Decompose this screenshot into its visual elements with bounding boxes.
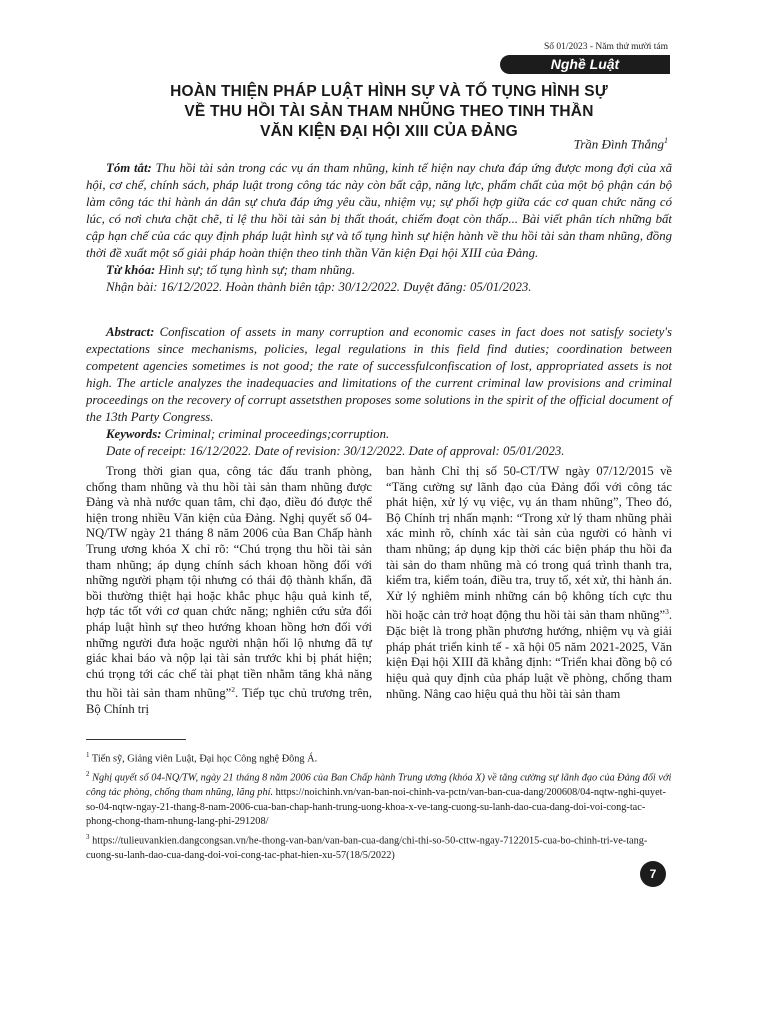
footnote-number: 3 <box>86 832 90 841</box>
footnote-number: 2 <box>86 770 90 779</box>
body-text: ban hành Chỉ thị số 50-CT/TW ngày 07/12/2015 về “Tăng cường sự lãnh đạo của Đảng đối với công tác phát hiện, xử lý vụ việc, vụ án tham nhũng”, Theo đó, Bộ Chính trị nhấn mạnh: “Trong xử lý tham nhũng phải xác minh rõ, chính xác tài sản của người có hành vi tham nhũng; áp dụng kịp thời các biện pháp thu hồi đa tài sản do tham nhũng mà có trong quá trình thanh tra, kiểm tra, kiểm toán, điều tra, truy tố, xét xử, thi hành án. Xử lý nghiêm minh những cán bộ không tích cực thu hồi hoặc cản trở hoạt động thu hồi tài sản tham nhũng” <box>386 464 672 623</box>
author-name: Trần Đình Thắng <box>573 136 664 152</box>
title-line: HOÀN THIỆN PHÁP LUẬT HÌNH SỰ VÀ TỐ TỤNG HÌNH SỰ <box>170 83 608 100</box>
footnote-number: 1 <box>86 751 90 759</box>
abstract-en-label: Abstract: <box>106 325 155 339</box>
footnote-divider <box>86 739 186 740</box>
abstract-english <box>86 324 672 460</box>
abstract-vietnamese <box>86 160 672 296</box>
title-line: VỀ THU HỒI TÀI SẢN THAM NHŨNG THEO TINH THẦN <box>184 103 594 120</box>
abstract-en-text: Confiscation of assets in many corruption and economic cases in fact does not satisfy society's expectations since mechanisms, policies, legal regulations in this field find duties; coordination between competent agencies sometimes is not good; the rate of successfulconfiscation of lost, appropriated assets is not high. The article analyzes the inadequacies and limitations of the current criminal law provisions and criminal proceedings on the recovery of corrupt assetsthen proposes some solutions in the spirit of the official document of the 13th Party Congress. <box>86 325 672 424</box>
author-footnote-ref: 1 <box>664 136 668 145</box>
footnote-ref: 3 <box>665 607 669 617</box>
abstract-vi-paragraph <box>86 160 672 262</box>
abstract-vi-label: Tóm tắt: <box>106 161 152 175</box>
body-paragraph <box>386 464 672 702</box>
body-column-left <box>86 464 372 718</box>
abstract-vi-text: Thu hồi tài sản trong các vụ án tham nhũng, kinh tế hiện nay chưa đáp ứng được mong đợi của xã hội, cơ chế, chính sách, pháp luật trong công tác này còn bất cập, năng lực, phẩm chất của một bộ phận cán bộ làm công tác thi hành án dân sự chưa đáp ứng yêu cầu, nhiệm vụ; sự phối hợp giữa các cơ quan chức năng có lúc, có nơi chưa chặt chẽ, tỉ lệ thu hồi tài sản bị thất thoát, chiếm đoạt còn thấp... Bài viết phân tích những bất cập hạn chế của các quy định pháp luật hình sự và tố tụng hình sự hiện hành về thu hồi tài sản tham nhũng, đồng thời đề xuất một số giải pháp hoàn thiện theo tinh thần Văn kiện Đại hội XIII của Đảng. <box>86 161 672 260</box>
footnote-1 <box>86 748 672 767</box>
keywords-en-text: Criminal; criminal proceedings;corruption. <box>161 427 390 441</box>
keywords-vi <box>86 262 672 279</box>
keywords-vi-label: Từ khóa: <box>106 263 156 277</box>
keywords-en <box>86 426 672 443</box>
footnote-citation: Nghị quyết số 04-NQ/TW, ngày 21 tháng 8 năm 2006 của Ban Chấp hành Trung ương (khóa X) về tăng cường sự lãnh đạo của Đảng đối với công tác phòng, chống tham nhũng, lãng phí. <box>86 772 672 799</box>
body-column-right <box>386 464 672 702</box>
issue-info: Số 01/2023 - Năm thứ mười tám <box>543 42 668 52</box>
footnotes <box>86 748 672 863</box>
journal-brand-logo: Nghề Luật <box>500 55 670 74</box>
title-line: VĂN KIỆN ĐẠI HỘI XIII CỦA ĐẢNG <box>260 123 518 140</box>
dates-vi: Nhận bài: 16/12/2022. Hoàn thành biên tập: 30/12/2022. Duyệt đăng: 05/01/2023. <box>106 280 532 294</box>
author <box>574 136 668 152</box>
page-number: 7 <box>640 861 666 887</box>
article-title <box>100 82 678 142</box>
body-text: . Đặc biệt là trong phần phương hướng, nhiệm vụ và giải pháp phát triển kinh tế - xã hội 05 năm 2021-2025, Văn kiện Đại hội XIII đã khẳng định: “Triển khai đồng bộ có hiệu quả quy định của pháp luật về phòng, chống tham nhũng. Nâng cao hiệu quả thu hồi tài sản tham <box>386 608 672 701</box>
body-text: Trong thời gian qua, công tác đấu tranh phòng, chống tham nhũng và thu hồi tài sản tham nhũng được Đảng và nhà nước quan tâm, chỉ đạo, điều đó được thể hiện trong nhiều Văn kiện của Đảng. Nghị quyết số 04-NQ/TW ngày 21 tháng 8 năm 2006 của Ban Chấp hành Trung ương khóa X chỉ rõ: “Chú trọng thu hồi tài sản tham nhũng; áp dụng chính sách khoan hồng đối với những người phạm tội nhưng có thái độ thành khẩn, đã bồi thường thiệt hại hoặc khắc phục hậu quả kinh tế, hợp tác tốt với cơ quan chức năng; nghiên cứu sửa đổi pháp luật hình sự theo hướng khoan hồng hơn đối với những người đưa hoặc người nhận hối lộ nhưng đã tự giác khai báo và nộp lại tài sản trước khi bị phát hiện; chú trọng tới các chế tài phạt tiền nhằm tăng khả năng thu hồi tài sản tham nhũng” <box>86 464 372 701</box>
footnote-link[interactable]: https://noichinh.vn/van-ban-noi-chinh-va-pctn/van-ban-cua-dang/200608/04-nqtw-nghi-quyet-so-04-nqtw-ngay-21-thang-8-nam-2006-cua-ban-chap-hanh-trung-uong-khoa-x-ve-tang-cuong-su-lanh-dao-cua-dang-doi-voi-cong-tac-phong-chong-tham-nhung-lang-phi-291208/ <box>86 787 666 828</box>
body-paragraph <box>86 464 372 718</box>
footnote-ref: 2 <box>231 685 235 695</box>
dates-en: Date of receipt: 16/12/2022. Date of revision: 30/12/2022. Date of approval: 05/01/2023. <box>106 444 565 458</box>
keywords-vi-text: Hình sự; tố tụng hình sự; tham nhũng. <box>155 263 356 277</box>
footnote-3 <box>86 830 672 864</box>
footnote-text: Tiến sỹ, Giảng viên Luật, Đại học Công nghệ Đông Á. <box>89 753 318 765</box>
footnote-2 <box>86 767 672 830</box>
abstract-en-paragraph <box>86 324 672 426</box>
keywords-en-label: Keywords: <box>106 427 162 441</box>
footnote-link[interactable]: https://tulieuvankien.dangcongsan.vn/he-thong-van-ban/van-ban-cua-dang/chi-thi-so-50-cttw-ngay-7122015-cua-bo-chinh-tri-ve-tang-cuong-su-lanh-dao-cua-dang-doi-voi-cong-tac-phat-hien-xu-57(18/5/2022) <box>86 835 648 861</box>
body-text: . Tiếp tục chủ trương trên, Bộ Chính trị <box>86 686 372 717</box>
